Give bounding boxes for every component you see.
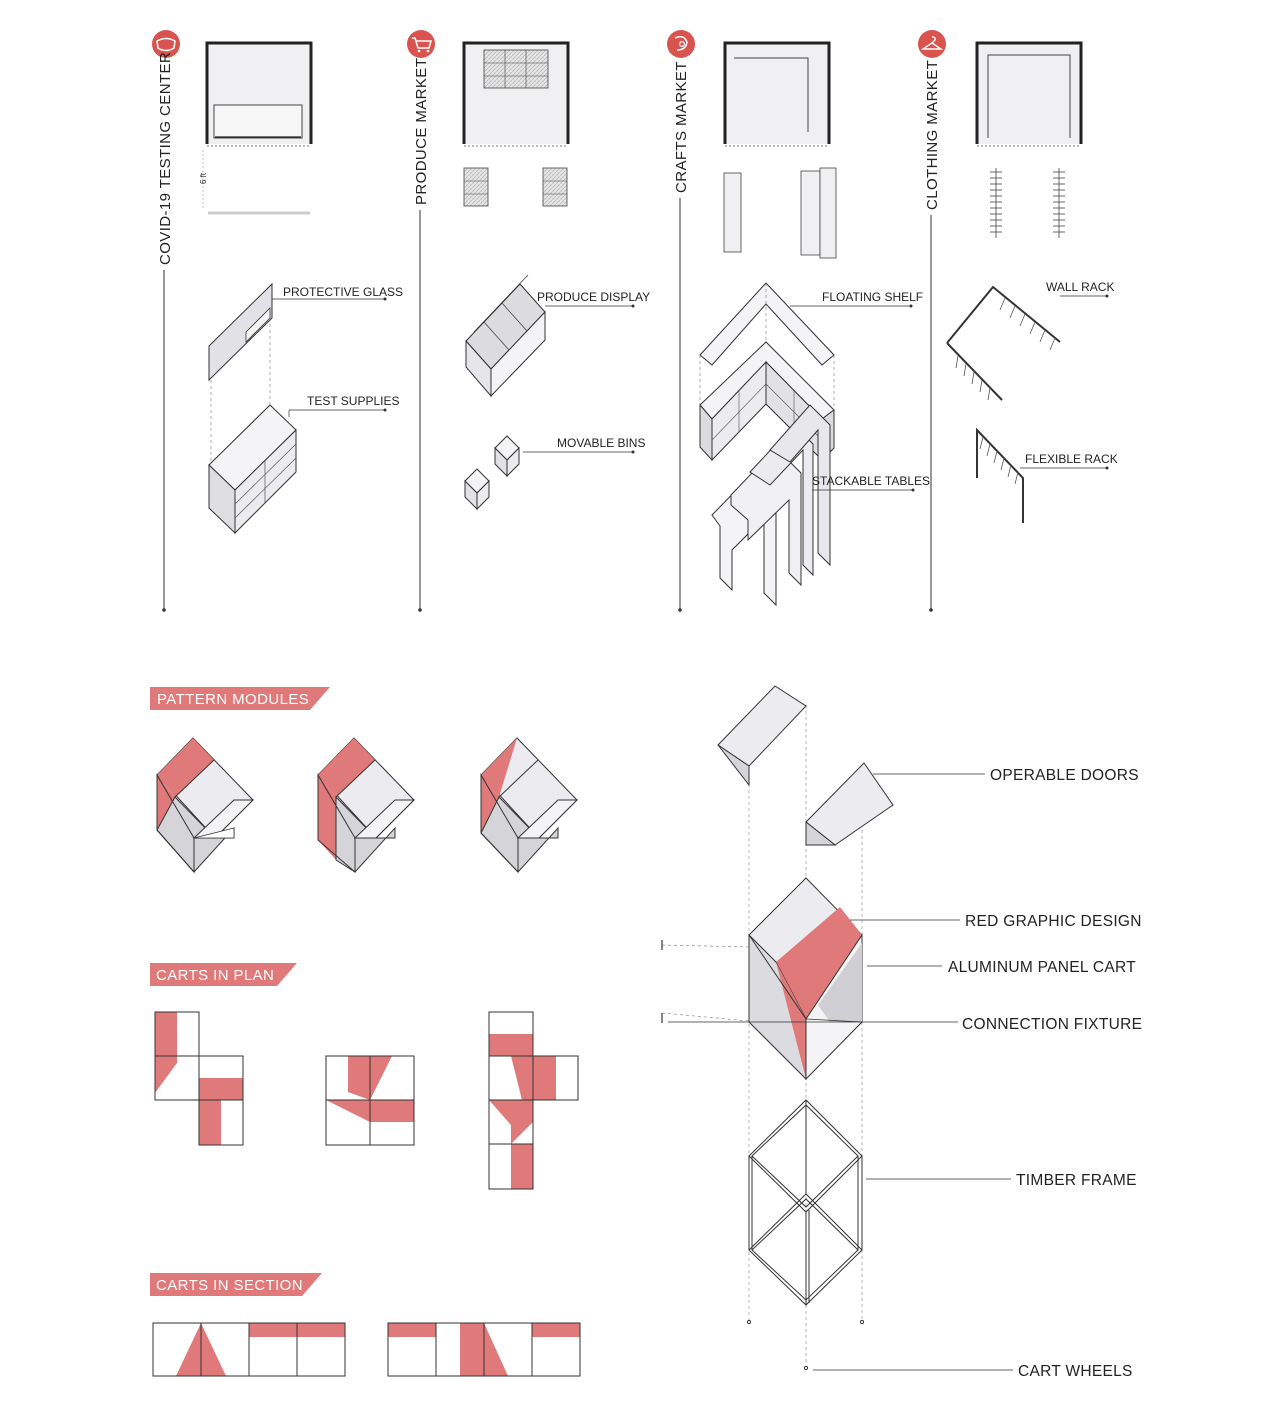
column-crafts-market xyxy=(667,30,930,612)
label-red-graphic-design: RED GRAPHIC DESIGN xyxy=(965,913,1142,930)
dimension-label: 6 ft xyxy=(199,172,208,184)
label-test-supplies: TEST SUPPLIES xyxy=(307,394,400,408)
column-title: CRAFTS MARKET xyxy=(673,61,690,193)
section-title: CARTS IN PLAN xyxy=(156,967,275,984)
label-operable-doors: OPERABLE DOORS xyxy=(990,767,1139,784)
plan-layout xyxy=(489,1012,578,1189)
pattern-module xyxy=(157,738,253,872)
pattern-module xyxy=(318,738,414,872)
exploded-cart-diagram xyxy=(662,686,1142,1380)
label-floating-shelf: FLOATING SHELF xyxy=(822,290,924,304)
label-produce-display: PRODUCE DISPLAY xyxy=(537,290,651,304)
plan-layout xyxy=(155,1012,243,1145)
column-title: COVID-19 TESTING CENTER xyxy=(157,51,174,265)
column-produce-market xyxy=(407,30,650,612)
plan-layout xyxy=(326,1056,414,1145)
section-title: PATTERN MODULES xyxy=(157,691,310,708)
label-connection-fixture: CONNECTION FIXTURE xyxy=(962,1016,1143,1033)
craft-icon xyxy=(667,30,695,58)
pattern-module xyxy=(481,738,577,872)
label-movable-bins: MOVABLE BINS xyxy=(557,436,646,450)
section-row xyxy=(153,1323,345,1376)
label-wall-rack: WALL RACK xyxy=(1046,280,1115,294)
label-flexible-rack: FLEXIBLE RACK xyxy=(1025,452,1118,466)
column-clothing-market xyxy=(918,30,1118,612)
pattern-modules-section xyxy=(150,687,577,872)
column-covid-testing xyxy=(152,30,403,612)
column-title: CLOTHING MARKET xyxy=(924,59,941,210)
label-cart-wheels: CART WHEELS xyxy=(1018,1363,1133,1380)
label-aluminum-panel-cart: ALUMINUM PANEL CART xyxy=(948,959,1136,976)
column-title: PRODUCE MARKET xyxy=(413,57,430,205)
carts-in-section-section xyxy=(150,1273,580,1376)
label-stackable-tables: STACKABLE TABLES xyxy=(812,474,931,488)
label-timber-frame: TIMBER FRAME xyxy=(1016,1172,1137,1189)
label-protective-glass: PROTECTIVE GLASS xyxy=(283,285,404,299)
hanger-icon xyxy=(918,30,946,58)
carts-in-plan-section xyxy=(150,963,578,1189)
section-title: CARTS IN SECTION xyxy=(156,1277,303,1294)
section-row xyxy=(388,1323,580,1376)
